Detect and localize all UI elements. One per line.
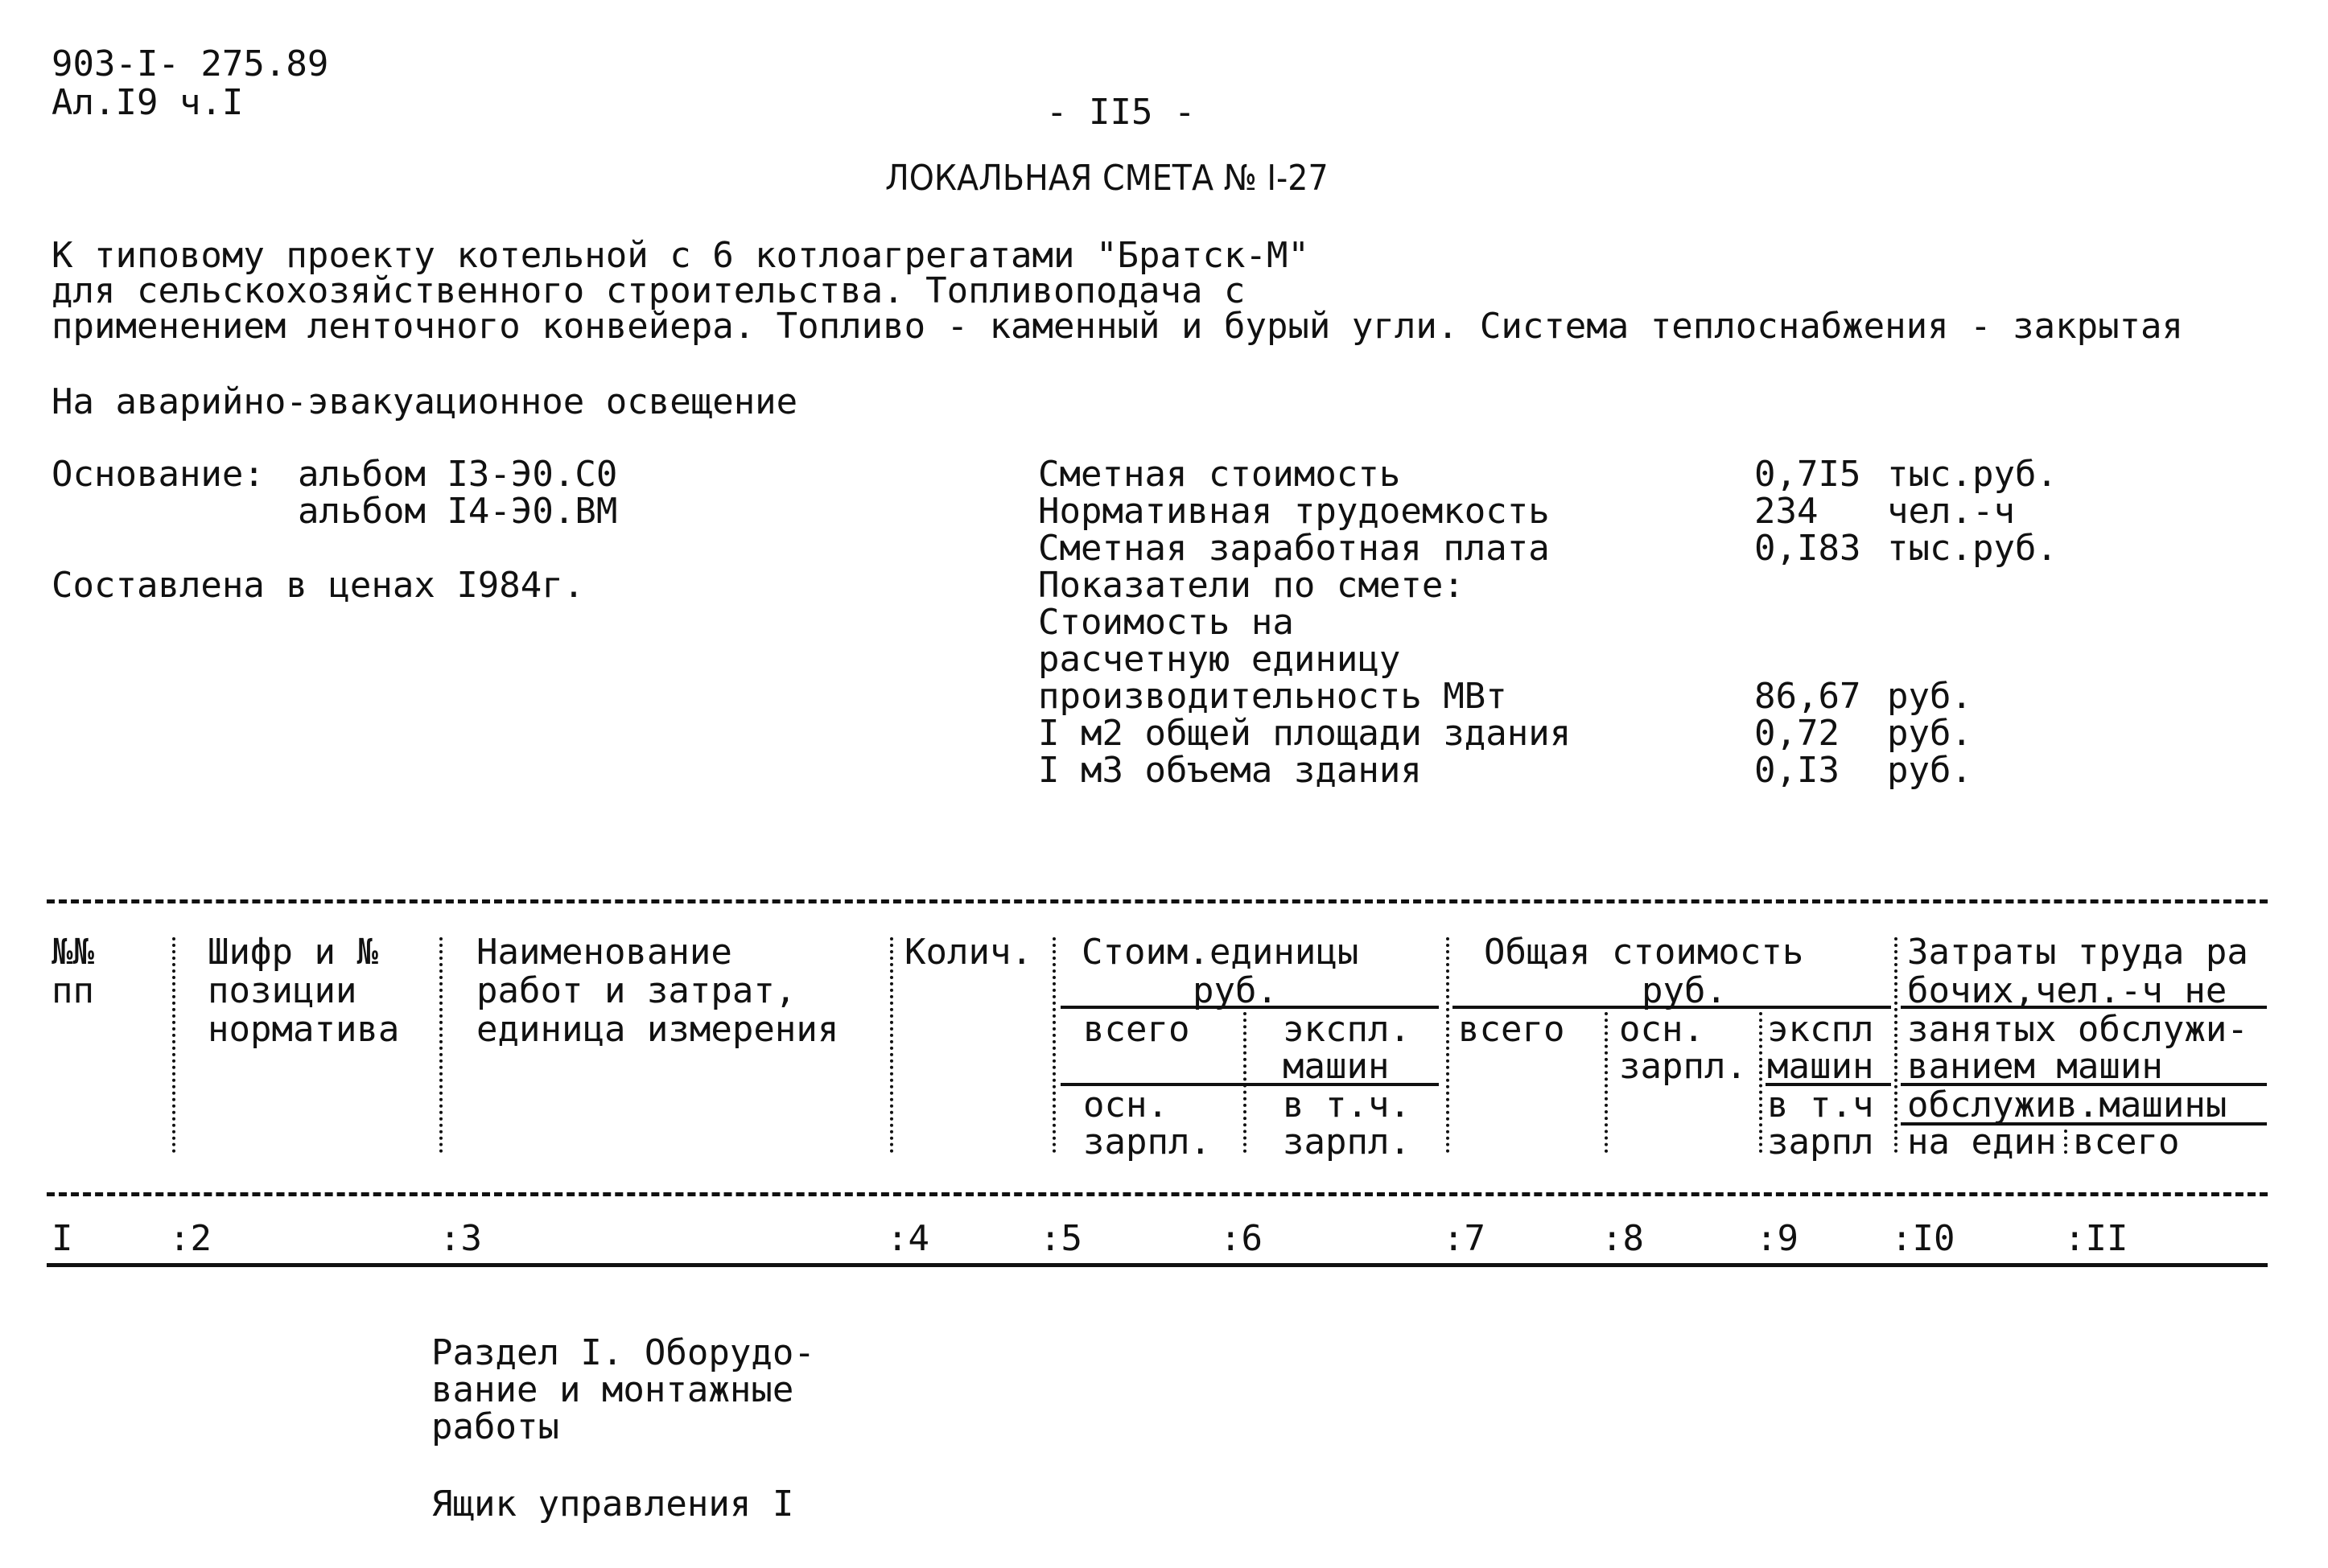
header-total-mach-3: в т.ч <box>1767 1084 1874 1126</box>
column-number: 9 <box>1777 1218 1799 1259</box>
summary-m3-label: I м3 объема здания <box>1038 750 1422 791</box>
summary-cpu-label-3: производительность МВт <box>1038 676 1507 717</box>
summary-m3-value: 0,I3 <box>1754 750 1840 791</box>
header-total-mach-1: экспл <box>1767 1009 1874 1050</box>
header-num-1: №№ <box>52 932 94 973</box>
header-unit-cost-2: руб. <box>1193 970 1278 1011</box>
col-sep-10 <box>2064 1130 2067 1154</box>
column-number: 5 <box>1061 1218 1082 1259</box>
summary-wage-unit: тыс.руб. <box>1887 528 2058 569</box>
header-labor-5: обслужив.машины <box>1907 1084 2227 1126</box>
col-sep-7 <box>1605 1012 1608 1153</box>
header-total-cost-2: руб. <box>1642 970 1727 1011</box>
column-number: 4 <box>908 1218 929 1259</box>
column-number: 6 <box>1241 1218 1263 1259</box>
summary-cost-value: 0,7I5 <box>1754 454 1861 495</box>
header-total-base-2: зарпл. <box>1619 1046 1747 1087</box>
summary-m2-label: I м2 общей площади здания <box>1038 713 1572 754</box>
summary-cost-label: Сметная стоимость <box>1038 454 1401 495</box>
column-number: I0 <box>1912 1218 1955 1259</box>
section-title-1: Раздел I. Оборудо- <box>431 1332 815 1373</box>
header-unit-total: всего <box>1083 1009 1190 1050</box>
table-top-rule <box>47 899 2268 903</box>
intro-line-2: для сельскохозяйственного строительства. Топливоподача с <box>52 270 1246 311</box>
summary-m2-value: 0,72 <box>1754 713 1840 754</box>
header-code-2: позиции <box>208 970 357 1011</box>
header-code-3: норматива <box>208 1009 400 1050</box>
header-unit-base-2: зарпл. <box>1083 1121 1211 1163</box>
summary-labor-value: 234 <box>1754 491 1819 532</box>
prices-note: Составлена в ценах I984г. <box>52 565 585 606</box>
section-item: Ящик управления I <box>431 1484 794 1525</box>
summary-indicators-label: Показатели по смете: <box>1038 565 1465 606</box>
col-sep-6 <box>1446 937 1449 1153</box>
summary-wage-label: Сметная заработная плата <box>1038 528 1550 569</box>
header-total-cost-1: Общая стоимость <box>1484 932 1804 973</box>
summary-cpu-unit: руб. <box>1887 676 1972 717</box>
header-total-all: всего <box>1458 1009 1565 1050</box>
intro-line-3: применением ленточного конвейера. Топливо - каменный и бурый угли. Система теплоснабжения - закрытая <box>52 306 2184 347</box>
col-sep-8 <box>1759 1012 1762 1153</box>
summary-cpu-value: 86,67 <box>1754 676 1861 717</box>
header-quantity: Колич. <box>904 932 1032 973</box>
header-labor-all: всего <box>2073 1121 2180 1163</box>
header-num-2: пп <box>52 970 94 1011</box>
summary-labor-label: Нормативная трудоемкость <box>1038 491 1550 532</box>
section-title-3: работы <box>431 1406 559 1447</box>
summary-labor-unit: чел.-ч <box>1887 491 2015 532</box>
summary-cpu-label-2: расчетную единицу <box>1038 639 1401 680</box>
album-reference: Ал.I9 ч.I <box>52 82 244 123</box>
intro-line-1: К типовому проекту котельной с 6 котлоагрегатами "Братск-М" <box>52 235 1309 276</box>
header-labor-2: бочих,чел.-ч не <box>1907 970 2227 1011</box>
header-labor-3: занятых обслужи- <box>1907 1009 2248 1050</box>
header-unit-cost-1: Стоим.единицы <box>1082 932 1359 973</box>
page-number: - II5 - <box>1046 92 1196 133</box>
header-total-mach-2: машин <box>1767 1046 1874 1087</box>
header-unit-mach-3: в т.ч. <box>1283 1084 1411 1126</box>
column-number: 3 <box>460 1218 482 1259</box>
header-unit-base-1: осн. <box>1083 1084 1168 1126</box>
column-number: 7 <box>1464 1218 1485 1259</box>
header-labor-1: Затраты труда ра <box>1907 932 2248 973</box>
header-unit-mach-2: машин <box>1283 1046 1390 1087</box>
summary-m2-unit: руб. <box>1887 713 1972 754</box>
table-mid-rule <box>47 1192 2268 1196</box>
header-total-mach-4: зарпл <box>1767 1121 1874 1163</box>
summary-m3-unit: руб. <box>1887 750 1972 791</box>
basis-album-2: альбом I4-Э0.ВМ <box>298 491 618 532</box>
column-number: 8 <box>1622 1218 1644 1259</box>
document-code: 903-I- 275.89 <box>52 43 329 84</box>
header-name-2: работ и затрат, <box>476 970 797 1011</box>
header-labor-unit: на един <box>1907 1121 2057 1163</box>
purpose-line: На аварийно-эвакуационное освещение <box>52 381 798 422</box>
header-name-1: Наименование <box>476 932 732 973</box>
column-number: I <box>52 1218 73 1259</box>
table-bottom-rule <box>47 1263 2268 1267</box>
document-title: ЛОКАЛЬНАЯ СМЕТА № I-27 <box>885 158 1329 199</box>
summary-wage-value: 0,I83 <box>1754 528 1861 569</box>
basis-album-1: альбом I3-Э0.С0 <box>298 454 618 495</box>
header-code-1: Шифр и № <box>208 932 378 973</box>
header-name-3: единица измерения <box>476 1009 839 1050</box>
header-unit-mach-4: зарпл. <box>1283 1121 1411 1163</box>
basis-label: Основание: <box>52 454 265 495</box>
column-number: 2 <box>190 1218 212 1259</box>
header-unit-mach-1: экспл. <box>1283 1009 1411 1050</box>
header-labor-4: ванием машин <box>1907 1046 2163 1087</box>
header-total-base-1: осн. <box>1619 1009 1704 1050</box>
column-number: II <box>2085 1218 2128 1259</box>
col-sep-3 <box>890 937 893 1153</box>
col-sep-1 <box>172 937 175 1153</box>
summary-cost-unit: тыс.руб. <box>1887 454 2058 495</box>
summary-cpu-label-1: Стоимость на <box>1038 602 1294 643</box>
col-sep-9 <box>1894 937 1897 1153</box>
section-title-2: вание и монтажные <box>431 1369 794 1410</box>
col-sep-2 <box>439 937 443 1153</box>
col-sep-4 <box>1053 937 1056 1153</box>
